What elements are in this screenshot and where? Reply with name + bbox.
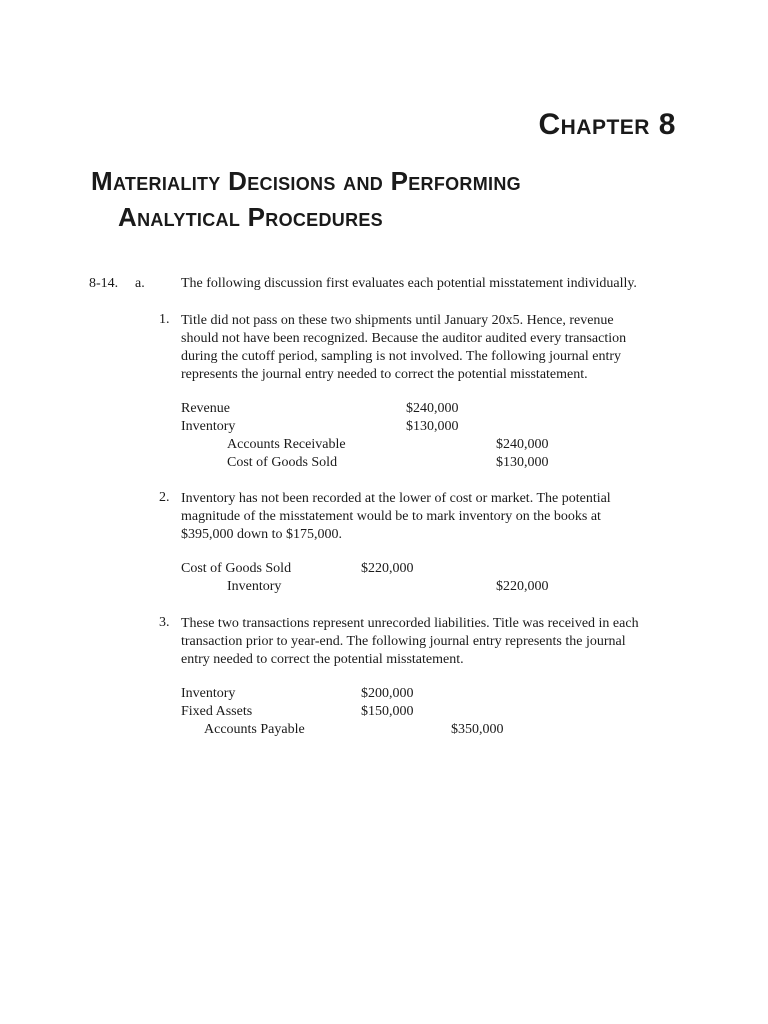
journal-credit: $350,000 <box>451 722 504 737</box>
item-3-line: entry needed to correct the potential misstatement. <box>181 652 464 667</box>
item-1-line: during the cutoff period, sampling is not involved. The following journal entry <box>181 349 622 364</box>
item-3-line: transaction prior to year-end. The following journal entry represents the journal <box>181 634 626 649</box>
journal-debit: $200,000 <box>361 686 414 701</box>
journal-account: Cost of Goods Sold <box>181 561 292 576</box>
journal-account: Inventory <box>181 686 236 701</box>
chapter-title-line-2: Analytical Procedures <box>118 202 383 232</box>
item-3-text <box>181 615 681 669</box>
item-1-line: should not have been recognized. Because the auditor audited every transaction <box>181 331 627 346</box>
problem-intro: The following discussion first evaluates each potential misstatement individually. <box>181 276 637 291</box>
item-2-line: magnitude of the misstatement would be to mark inventory on the books at <box>181 509 601 524</box>
chapter-heading: Chapter 8 <box>538 108 676 141</box>
item-1-text <box>181 312 681 384</box>
item-1-number: 1. <box>159 312 170 327</box>
item-2-line: Inventory has not been recorded at the lower of cost or market. The potential <box>181 491 611 506</box>
journal-account: Inventory <box>227 579 282 594</box>
item-3-line: These two transactions represent unrecorded liabilities. Title was received in each <box>181 616 639 631</box>
item-3-number: 3. <box>159 615 170 630</box>
chapter-title-line-1: Materiality Decisions and Performing <box>91 166 521 196</box>
journal-credit: $240,000 <box>496 437 549 452</box>
journal-account: Accounts Payable <box>204 722 305 737</box>
journal-account: Cost of Goods Sold <box>227 455 338 470</box>
journal-account: Revenue <box>181 401 230 416</box>
item-1-line: represents the journal entry needed to correct the potential misstatement. <box>181 367 588 382</box>
journal-account: Accounts Receivable <box>227 437 346 452</box>
journal-credit: $130,000 <box>496 455 549 470</box>
item-2-line: $395,000 down to $175,000. <box>181 527 342 542</box>
journal-credit: $220,000 <box>496 579 549 594</box>
journal-account: Inventory <box>181 419 236 434</box>
item-2-number: 2. <box>159 490 170 505</box>
journal-debit: $240,000 <box>406 401 459 416</box>
item-2-text <box>181 490 681 544</box>
problem-part: a. <box>135 276 145 291</box>
journal-account: Fixed Assets <box>181 704 253 719</box>
journal-debit: $130,000 <box>406 419 459 434</box>
problem-number: 8-14. <box>89 276 119 291</box>
item-1-line: Title did not pass on these two shipments until January 20x5. Hence, revenue <box>181 313 614 328</box>
journal-debit: $150,000 <box>361 704 414 719</box>
journal-debit: $220,000 <box>361 561 414 576</box>
